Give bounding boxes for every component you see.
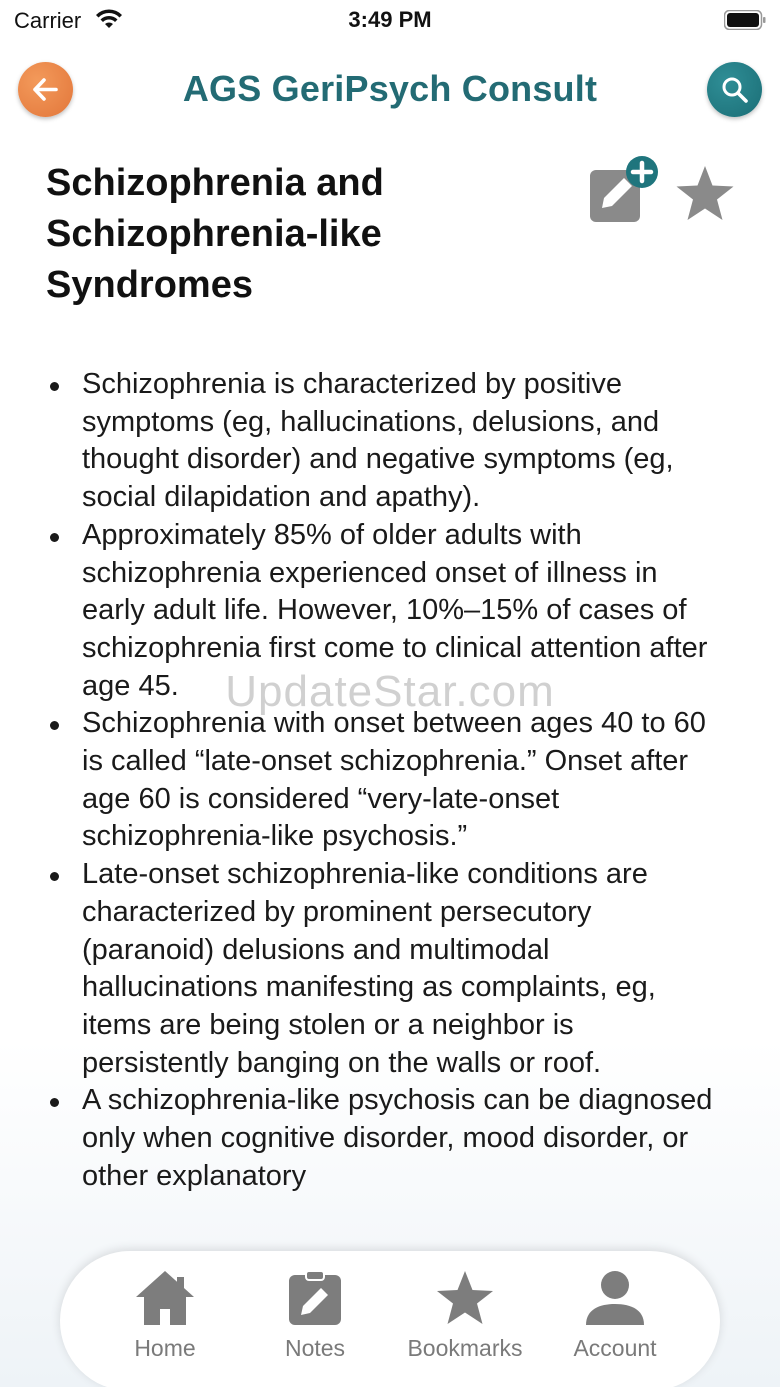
bullet-list (46, 366, 716, 1195)
search-button[interactable] (707, 62, 762, 117)
tab-bookmarks[interactable] (390, 1269, 540, 1369)
page-title: Schizophrenia and Schizophrenia-like Syndromes (46, 162, 384, 306)
status-bar (0, 0, 780, 40)
list-item: Approximately 85% of older adults with schizophrenia experienced onset of illness in early adult life. However, 10%–15% of cases of schizophrenia first come to clinical attention after age 45. (46, 517, 716, 706)
carrier-label: Carrier (14, 8, 82, 33)
home-icon (134, 1269, 196, 1327)
tab-bar (60, 1251, 720, 1387)
add-note-icon[interactable] (588, 156, 660, 224)
tab-home[interactable] (90, 1269, 240, 1369)
tab-label: Notes (284, 1335, 346, 1361)
list-item: Late-onset schizophrenia-like conditions are characterized by prominent persecutory (paranoid) delusions and multimodal hallucinations manifesting as complaints, eg, items are being stolen or a neighbor is persistently banging on the walls or roof. (46, 856, 716, 1082)
star-icon (434, 1269, 496, 1327)
tab-label: Home (134, 1335, 196, 1361)
article-content[interactable] (0, 140, 780, 1387)
battery-icon (724, 10, 766, 30)
bookmark-star-icon[interactable] (674, 164, 736, 224)
search-icon (720, 75, 749, 104)
notes-icon (284, 1269, 346, 1327)
tab-account[interactable] (540, 1269, 690, 1369)
app-title: AGS GeriPsych Consult (182, 68, 598, 109)
list-item: Schizophrenia with onset between ages 40 to 60 is called “late-onset schizophrenia.” Onset after age 60 is considered “very-late-onset schizophrenia-like psychosis.” (46, 705, 716, 856)
list-item: Schizophrenia is characterized by positive symptoms (eg, hallucinations, delusions, and thought disorder) and negative symptoms (eg, social dilapidation and apathy). (46, 366, 716, 517)
tab-label: Bookmarks (407, 1335, 523, 1361)
tab-label: Account (573, 1335, 657, 1361)
clock: 3:49 PM (348, 7, 432, 32)
list-item: A schizophrenia-like psychosis can be diagnosed only when cognitive disorder, mood disorder, or other explanatory (46, 1082, 716, 1195)
watermark: UpdateStar.com (225, 667, 555, 716)
app-header (0, 50, 780, 130)
tab-notes[interactable] (240, 1269, 390, 1369)
account-icon (584, 1269, 646, 1327)
